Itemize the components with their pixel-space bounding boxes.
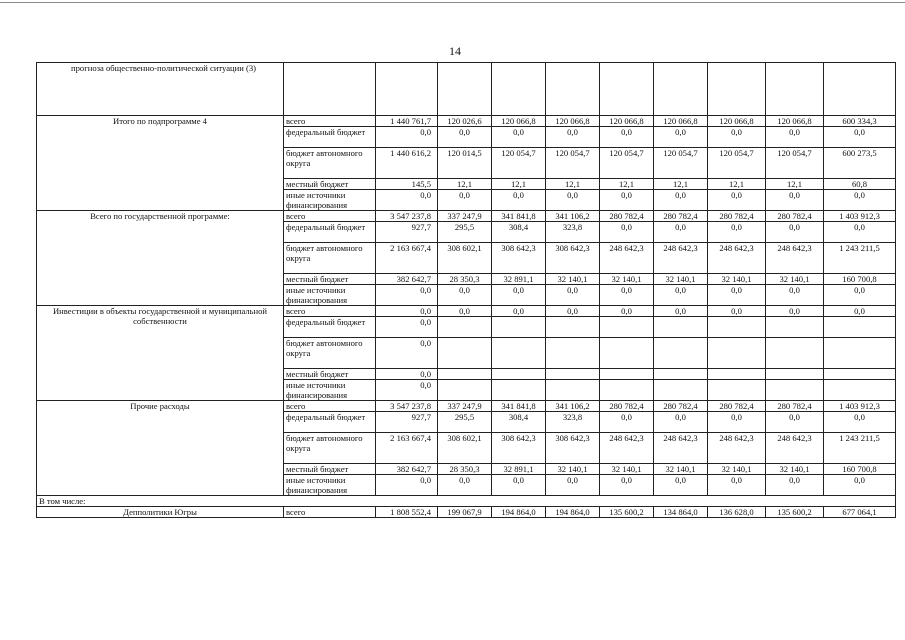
value-cell: 32 140,1 [766, 274, 824, 285]
value-cell [546, 380, 600, 401]
value-cell: 0,0 [824, 190, 896, 211]
value-cell: 0,0 [546, 127, 600, 148]
value-cell: 280 782,4 [654, 401, 708, 412]
value-cell: 0,0 [766, 306, 824, 317]
value-cell: 135 600,2 [766, 507, 824, 518]
scan-edge-line [0, 2, 905, 3]
value-cell [766, 369, 824, 380]
value-cell: 0,0 [654, 412, 708, 433]
funding-source-cell: бюджет автономного округа [284, 433, 376, 464]
value-cell [438, 338, 492, 369]
value-cell: 32 140,1 [600, 274, 654, 285]
value-cell: 308 642,3 [546, 243, 600, 274]
value-cell: 0,0 [824, 306, 896, 317]
value-cell: 0,0 [492, 127, 546, 148]
funding-source-cell: всего [284, 401, 376, 412]
value-cell: 0,0 [766, 475, 824, 496]
value-cell: 0,0 [654, 190, 708, 211]
value-cell: 0,0 [654, 222, 708, 243]
value-cell [708, 63, 766, 116]
table-row [37, 116, 896, 127]
value-cell [766, 317, 824, 338]
value-cell: 160 700,8 [824, 464, 896, 475]
value-cell [600, 369, 654, 380]
value-cell [600, 338, 654, 369]
value-cell: 677 064,1 [824, 507, 896, 518]
funding-source-cell: местный бюджет [284, 369, 376, 380]
value-cell: 308,4 [492, 222, 546, 243]
table-row [37, 401, 896, 412]
value-cell: 248 642,3 [600, 243, 654, 274]
value-cell: 0,0 [824, 285, 896, 306]
value-cell: 12,1 [546, 179, 600, 190]
value-cell: 120 066,8 [492, 116, 546, 127]
value-cell: 0,0 [376, 380, 438, 401]
value-cell: 0,0 [654, 127, 708, 148]
page-number: 14 [449, 44, 461, 58]
value-cell: 120 066,8 [600, 116, 654, 127]
section-label-cell: Инвестиции в объекты государственной и муниципальной собственности [37, 306, 284, 401]
value-cell: 0,0 [654, 475, 708, 496]
value-cell: 0,0 [546, 285, 600, 306]
value-cell: 120 054,7 [600, 148, 654, 179]
funding-source-cell: федеральный бюджет [284, 127, 376, 148]
value-cell [708, 317, 766, 338]
funding-source-cell: федеральный бюджет [284, 222, 376, 243]
value-cell [438, 317, 492, 338]
table-row [37, 63, 896, 116]
value-cell: 12,1 [654, 179, 708, 190]
value-cell: 382 642,7 [376, 464, 438, 475]
value-cell: 341 106,2 [546, 211, 600, 222]
value-cell: 12,1 [766, 179, 824, 190]
value-cell: 0,0 [708, 190, 766, 211]
value-cell: 0,0 [824, 475, 896, 496]
value-cell [708, 369, 766, 380]
value-cell: 0,0 [376, 306, 438, 317]
value-cell: 1 808 552,4 [376, 507, 438, 518]
value-cell: 308 642,3 [492, 243, 546, 274]
value-cell: 136 628,0 [708, 507, 766, 518]
value-cell [376, 63, 438, 116]
value-cell [766, 380, 824, 401]
value-cell: 32 140,1 [546, 464, 600, 475]
value-cell: 120 054,7 [492, 148, 546, 179]
value-cell: 0,0 [546, 190, 600, 211]
value-cell [546, 338, 600, 369]
value-cell [438, 380, 492, 401]
value-cell [438, 369, 492, 380]
value-cell: 341 106,2 [546, 401, 600, 412]
value-cell: 295,5 [438, 222, 492, 243]
value-cell: 0,0 [376, 475, 438, 496]
value-cell: 32 140,1 [766, 464, 824, 475]
value-cell: 308 602,1 [438, 433, 492, 464]
value-cell [766, 63, 824, 116]
funding-source-cell: федеральный бюджет [284, 412, 376, 433]
value-cell: 337 247,9 [438, 211, 492, 222]
value-cell: 0,0 [654, 306, 708, 317]
value-cell [824, 317, 896, 338]
funding-source-cell: бюджет автономного округа [284, 338, 376, 369]
table-row [37, 496, 896, 507]
value-cell: 0,0 [708, 127, 766, 148]
value-cell: 199 067,9 [438, 507, 492, 518]
value-cell: 0,0 [708, 412, 766, 433]
value-cell: 382 642,7 [376, 274, 438, 285]
value-cell: 308,4 [492, 412, 546, 433]
value-cell: 308 642,3 [546, 433, 600, 464]
table-row [37, 211, 896, 222]
value-cell [654, 317, 708, 338]
value-cell: 0,0 [376, 127, 438, 148]
value-cell: 0,0 [492, 306, 546, 317]
section-label-cell: Всего по государственной программе: [37, 211, 284, 306]
value-cell: 0,0 [824, 412, 896, 433]
value-cell [708, 380, 766, 401]
value-cell: 0,0 [600, 412, 654, 433]
value-cell: 32 140,1 [600, 464, 654, 475]
value-cell: 1 403 912,3 [824, 211, 896, 222]
value-cell: 0,0 [600, 127, 654, 148]
value-cell: 280 782,4 [600, 211, 654, 222]
value-cell [492, 338, 546, 369]
value-cell: 120 054,7 [546, 148, 600, 179]
value-cell: 600 334,3 [824, 116, 896, 127]
value-cell: 0,0 [708, 285, 766, 306]
value-cell [438, 63, 492, 116]
value-cell [546, 63, 600, 116]
value-cell: 0,0 [654, 285, 708, 306]
value-cell: 0,0 [376, 317, 438, 338]
value-cell: 0,0 [492, 190, 546, 211]
value-cell: 120 026,6 [438, 116, 492, 127]
value-cell: 120 066,8 [546, 116, 600, 127]
funding-source-cell: иные источники финансирования [284, 285, 376, 306]
value-cell: 60,8 [824, 179, 896, 190]
value-cell: 0,0 [546, 306, 600, 317]
value-cell: 0,0 [376, 190, 438, 211]
value-cell: 0,0 [438, 190, 492, 211]
value-cell: 0,0 [600, 222, 654, 243]
value-cell: 0,0 [708, 475, 766, 496]
funding-source-cell: местный бюджет [284, 464, 376, 475]
table-row [37, 306, 896, 317]
section-label-cell: Прочие расходы [37, 401, 284, 496]
value-cell: 0,0 [546, 475, 600, 496]
value-cell: 160 700,8 [824, 274, 896, 285]
funding-source-cell: местный бюджет [284, 179, 376, 190]
value-cell: 0,0 [600, 190, 654, 211]
funding-source-cell: федеральный бюджет [284, 317, 376, 338]
value-cell: 248 642,3 [654, 243, 708, 274]
value-cell: 295,5 [438, 412, 492, 433]
value-cell: 12,1 [600, 179, 654, 190]
value-cell: 248 642,3 [600, 433, 654, 464]
funding-source-cell: местный бюджет [284, 274, 376, 285]
value-cell: 280 782,4 [654, 211, 708, 222]
value-cell: 32 891,1 [492, 464, 546, 475]
budget-table [36, 62, 896, 518]
department-label-cell: Депполитики Югры [37, 507, 284, 518]
value-cell: 1 440 761,7 [376, 116, 438, 127]
table-row [37, 507, 896, 518]
value-cell: 0,0 [824, 222, 896, 243]
value-cell: 248 642,3 [708, 433, 766, 464]
value-cell [492, 63, 546, 116]
value-cell [492, 380, 546, 401]
value-cell: 120 066,8 [708, 116, 766, 127]
section-label-cell: Итого по подпрограмме 4 [37, 116, 284, 211]
value-cell: 927,7 [376, 222, 438, 243]
value-cell [546, 317, 600, 338]
value-cell: 32 140,1 [546, 274, 600, 285]
value-cell: 0,0 [600, 306, 654, 317]
value-cell: 12,1 [492, 179, 546, 190]
value-cell: 0,0 [708, 306, 766, 317]
value-cell: 248 642,3 [766, 433, 824, 464]
value-cell: 3 547 237,8 [376, 211, 438, 222]
value-cell: 12,1 [438, 179, 492, 190]
value-cell: 280 782,4 [766, 211, 824, 222]
value-cell: 0,0 [708, 222, 766, 243]
value-cell [824, 338, 896, 369]
value-cell: 0,0 [438, 285, 492, 306]
funding-source-cell: иные источники финансирования [284, 190, 376, 211]
value-cell: 1 243 211,5 [824, 433, 896, 464]
value-cell: 32 140,1 [654, 274, 708, 285]
value-cell [492, 317, 546, 338]
value-cell: 0,0 [492, 285, 546, 306]
value-cell: 120 066,8 [766, 116, 824, 127]
value-cell [492, 369, 546, 380]
value-cell [824, 63, 896, 116]
value-cell [546, 369, 600, 380]
value-cell: 120 054,7 [766, 148, 824, 179]
value-cell: 194 864,0 [492, 507, 546, 518]
value-cell: 28 350,3 [438, 464, 492, 475]
value-cell: 0,0 [766, 412, 824, 433]
budget-table-body [37, 63, 896, 518]
funding-source-cell: бюджет автономного округа [284, 148, 376, 179]
value-cell: 0,0 [766, 285, 824, 306]
funding-source-cell: иные источники финансирования [284, 475, 376, 496]
value-cell [824, 380, 896, 401]
value-cell: 32 891,1 [492, 274, 546, 285]
value-cell: 2 163 667,4 [376, 243, 438, 274]
value-cell: 12,1 [708, 179, 766, 190]
value-cell: 927,7 [376, 412, 438, 433]
value-cell: 308 642,3 [492, 433, 546, 464]
value-cell: 120 014,5 [438, 148, 492, 179]
funding-source-cell: всего [284, 306, 376, 317]
value-cell: 341 841,8 [492, 211, 546, 222]
value-cell: 280 782,4 [600, 401, 654, 412]
value-cell: 3 547 237,8 [376, 401, 438, 412]
value-cell: 308 602,1 [438, 243, 492, 274]
value-cell [600, 380, 654, 401]
value-cell: 0,0 [824, 127, 896, 148]
value-cell: 194 864,0 [546, 507, 600, 518]
value-cell: 248 642,3 [766, 243, 824, 274]
value-cell: 1 403 912,3 [824, 401, 896, 412]
value-cell: 280 782,4 [708, 211, 766, 222]
value-cell: 0,0 [376, 285, 438, 306]
value-cell: 0,0 [766, 222, 824, 243]
value-cell: 0,0 [766, 190, 824, 211]
funding-source-cell: иные источники финансирования [284, 380, 376, 401]
value-cell: 134 864,0 [654, 507, 708, 518]
value-cell: 32 140,1 [708, 274, 766, 285]
value-cell: 0,0 [376, 338, 438, 369]
value-cell: 120 054,7 [654, 148, 708, 179]
value-cell [824, 369, 896, 380]
value-cell: 337 247,9 [438, 401, 492, 412]
value-cell: 2 163 667,4 [376, 433, 438, 464]
value-cell [654, 380, 708, 401]
value-cell: 1 440 616,2 [376, 148, 438, 179]
value-cell: 120 054,7 [708, 148, 766, 179]
value-cell [600, 317, 654, 338]
value-cell: 600 273,5 [824, 148, 896, 179]
funding-source-cell: всего [284, 507, 376, 518]
value-cell: 248 642,3 [708, 243, 766, 274]
value-cell: 323,8 [546, 412, 600, 433]
funding-source-cell: всего [284, 116, 376, 127]
value-cell [654, 338, 708, 369]
value-cell: 341 841,8 [492, 401, 546, 412]
value-cell: 0,0 [438, 306, 492, 317]
value-cell: 280 782,4 [708, 401, 766, 412]
value-cell: 280 782,4 [766, 401, 824, 412]
value-cell: 0,0 [766, 127, 824, 148]
kind-cell [284, 63, 376, 116]
funding-source-cell: всего [284, 211, 376, 222]
value-cell: 1 243 211,5 [824, 243, 896, 274]
value-cell: 0,0 [438, 475, 492, 496]
value-cell [766, 338, 824, 369]
row-label-cell: прогноза общественно-политической ситуации (3) [37, 63, 284, 116]
value-cell: 0,0 [600, 285, 654, 306]
value-cell [654, 369, 708, 380]
value-cell: 135 600,2 [600, 507, 654, 518]
value-cell: 0,0 [600, 475, 654, 496]
value-cell: 28 350,3 [438, 274, 492, 285]
value-cell: 120 066,8 [654, 116, 708, 127]
value-cell: 0,0 [492, 475, 546, 496]
value-cell: 32 140,1 [654, 464, 708, 475]
value-cell [708, 338, 766, 369]
value-cell: 32 140,1 [708, 464, 766, 475]
value-cell [654, 63, 708, 116]
funding-source-cell: бюджет автономного округа [284, 243, 376, 274]
value-cell [600, 63, 654, 116]
value-cell: 0,0 [438, 127, 492, 148]
in-that-number-cell: В том числе: [37, 496, 896, 507]
value-cell: 145,5 [376, 179, 438, 190]
value-cell: 0,0 [376, 369, 438, 380]
value-cell: 248 642,3 [654, 433, 708, 464]
value-cell: 323,8 [546, 222, 600, 243]
